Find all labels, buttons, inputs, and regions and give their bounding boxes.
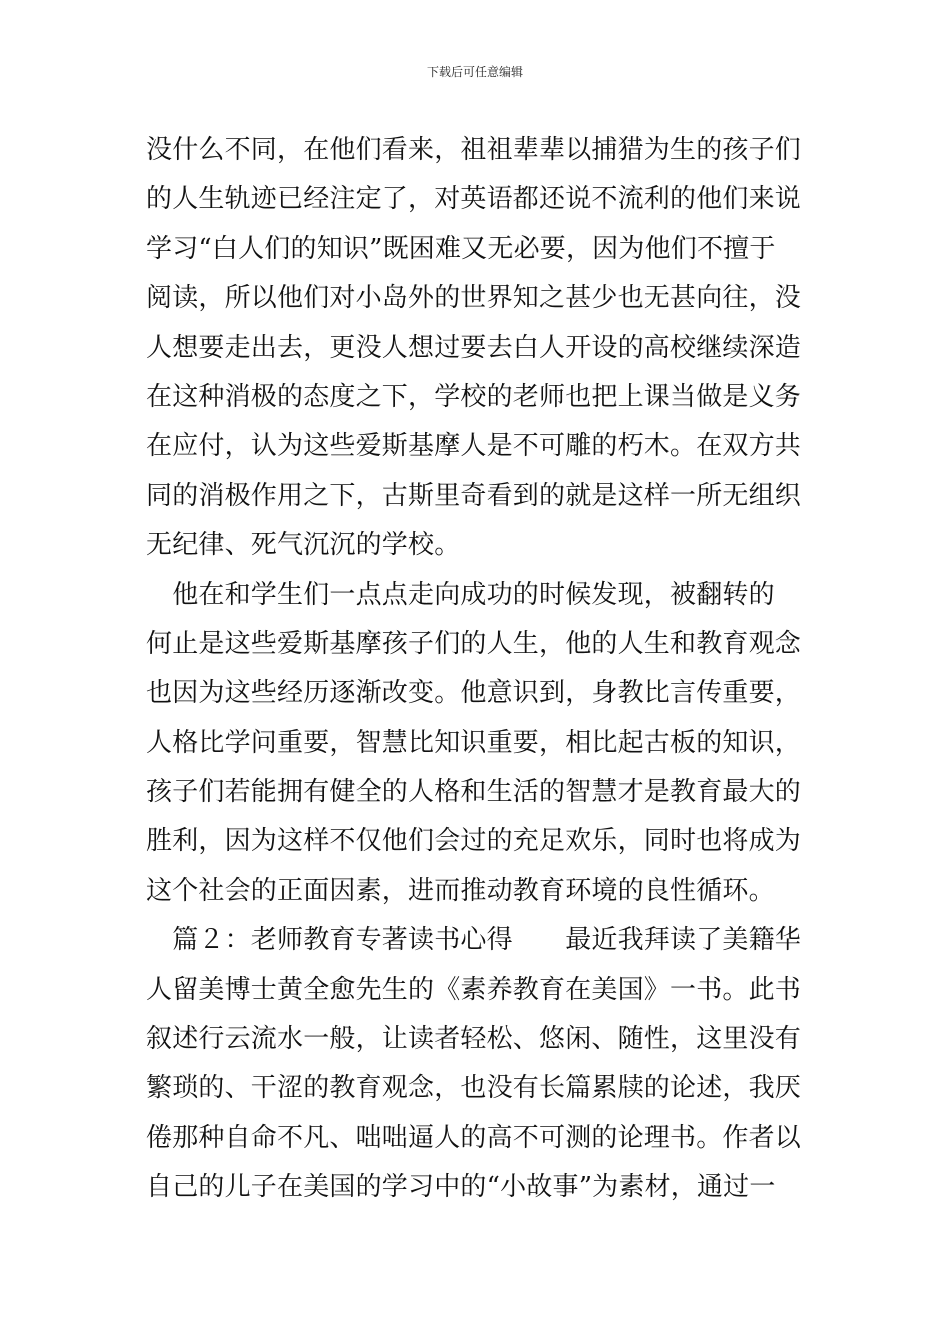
text-line: 这个社会的正面因素，进而推动教育环境的良性循环。 — [146, 875, 775, 906]
text-line: 在这种消极的态度之下，学校的老师也把上课当做是义务 — [146, 381, 802, 412]
paragraph — [146, 916, 808, 1212]
text-line: 人格比学问重要，智慧比知识重要，相比起古板的知识， — [146, 727, 802, 758]
text-line: 没什么不同，在他们看来，祖祖辈辈以捕猎为生的孩子们 — [146, 135, 802, 165]
text-line: 孩子们若能拥有健全的人格和生活的智慧才是教育最大的 — [146, 777, 802, 808]
text-line: 同的消极作用之下，古斯里奇看到的就是这样一所无组织 — [146, 480, 802, 511]
text-line: 胜利，因为这样不仅他们会过的充足欢乐，同时也将成为 — [146, 826, 802, 857]
paragraph — [146, 126, 808, 571]
text-line: 的人生轨迹已经注定了，对英语都还说不流利的他们来说 — [146, 184, 802, 215]
text-line: 篇２：老师教育专著读书心得 最近我拜读了美籍华 — [146, 925, 802, 956]
text-line: 无纪律、死气沉沉的学校。 — [146, 530, 461, 561]
paragraph — [146, 571, 808, 917]
text-line: 叙述行云流水一般，让读者轻松、悠闲、随性，这里没有 — [146, 1024, 802, 1055]
document-body — [146, 126, 808, 1213]
text-line: 人想要走出去，更没人想过要去白人开设的高校继续深造 — [146, 332, 802, 363]
page-header: 下载后可任意编辑 — [426, 65, 523, 79]
text-line: 学习“白人们的知识”既困难又无必要，因为他们不擅于 — [146, 233, 776, 264]
text-line: 人留美博士黄全愈先生的《素养教育在美国》一书。此书 — [146, 974, 802, 1005]
text-line: 何止是这些爱斯基摩孩子们的人生，他的人生和教育观念 — [146, 628, 802, 659]
text-line: 在应付，认为这些爱斯基摩人是不可雕的朽木。在双方共 — [146, 431, 802, 462]
text-line: 繁琐的、干涩的教育观念，也没有长篇累牍的论述，我厌 — [146, 1073, 802, 1104]
text-line: 也因为这些经历逐渐改变。他意识到，身教比言传重要， — [146, 678, 802, 709]
text-line: 自己的儿子在美国的学习中的“小故事”为素材，通过一 — [146, 1172, 776, 1203]
text-line: 他在和学生们一点点走向成功的时候发现，被翻转的 — [146, 579, 775, 610]
text-line: 倦那种自命不凡、咄咄逼人的高不可测的论理书。作者以 — [146, 1122, 802, 1153]
text-line: 阅读，所以他们对小岛外的世界知之甚少也无甚向往，没 — [146, 283, 802, 314]
